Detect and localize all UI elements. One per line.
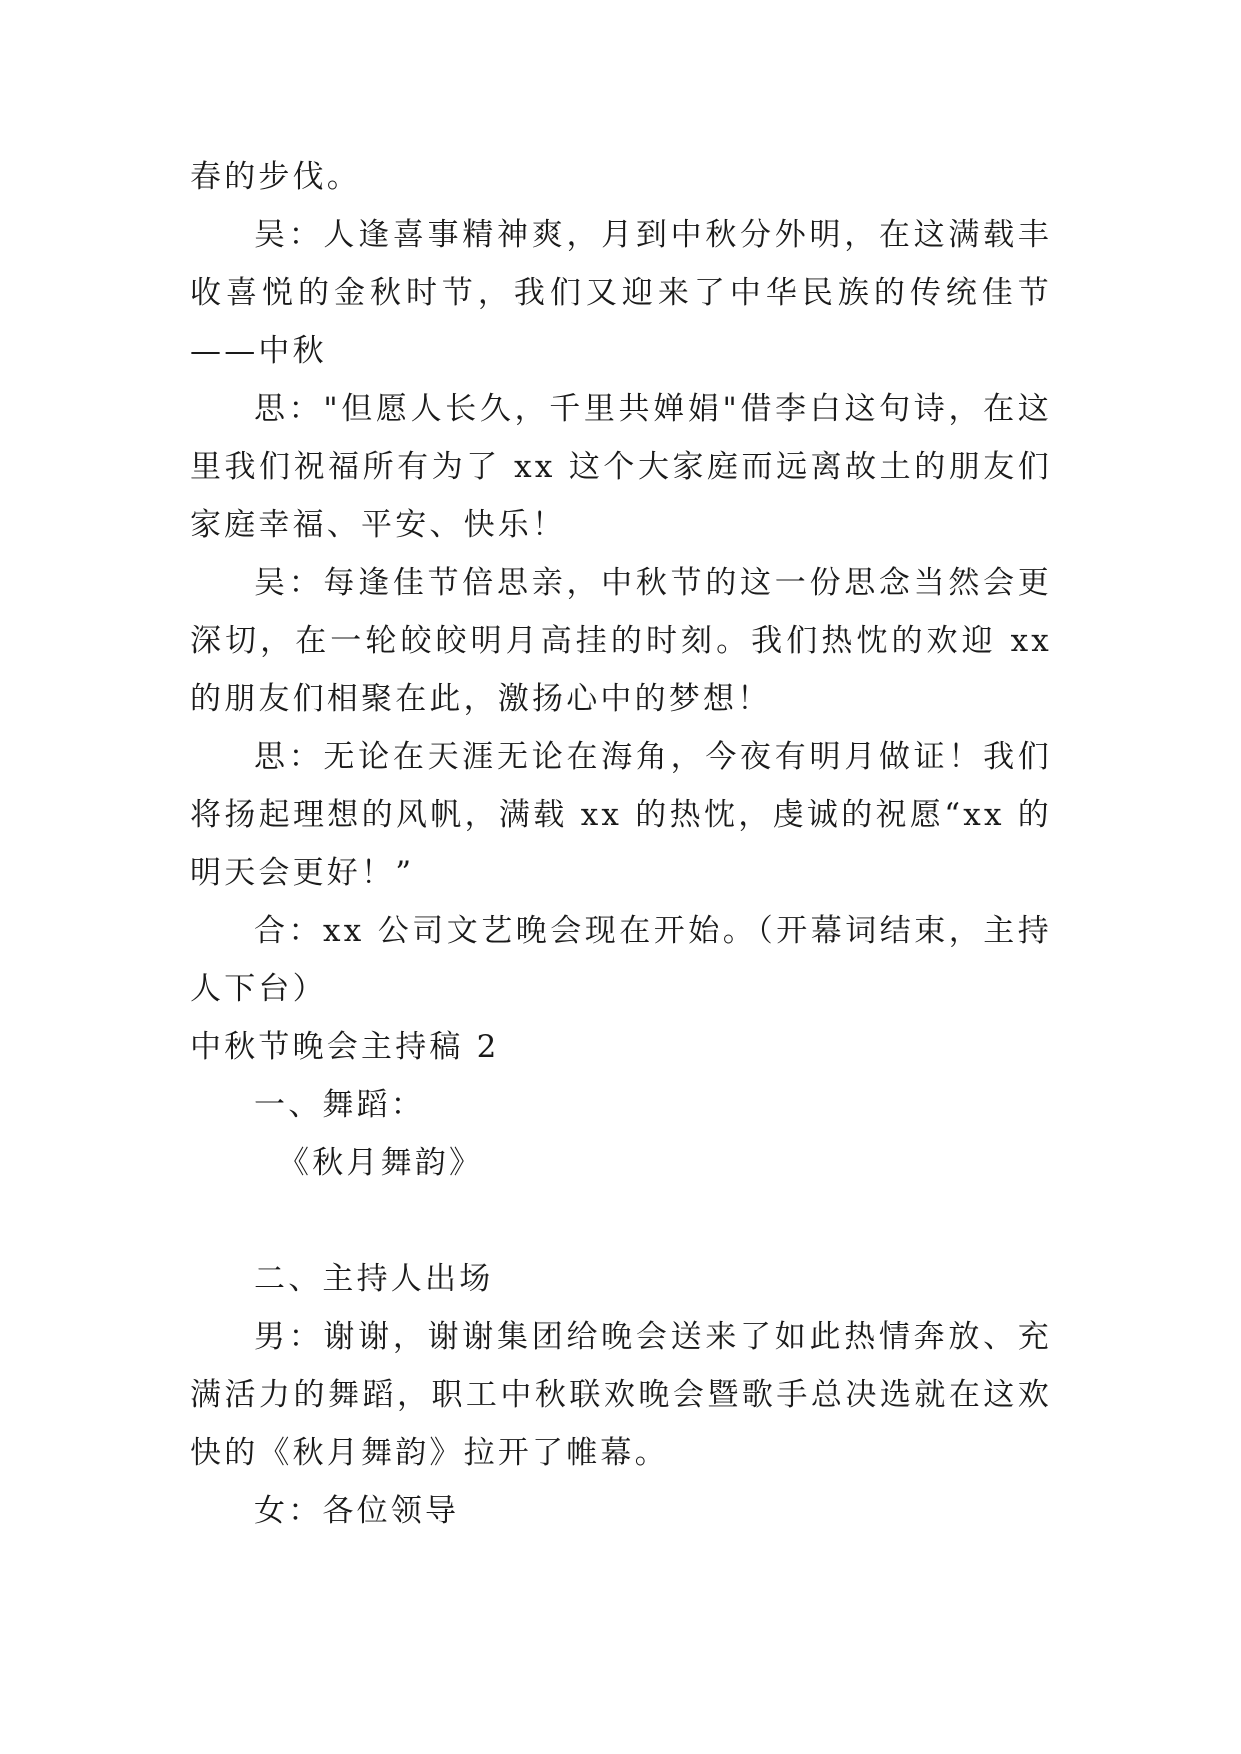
paragraph-male-host: 男：谢谢，谢谢集团给晚会送来了如此热情奔放、充满活力的舞蹈，职工中秋联欢晚会暨歌手总决选就在这欢快的《秋月舞韵》拉开了帷幕。 [190, 1319, 1052, 1471]
paragraph-si-1: 思："但愿人长久，千里共婵娟"借李白这句诗，在这里我们祝福所有为了 xx 这个大家庭而远离故土的朋友们家庭幸福、平安、快乐！ [190, 391, 1052, 543]
paragraph-wu-2: 吴：每逢佳节倍思亲，中秋节的这一份思念当然会更深切，在一轮皎皎明月高挂的时刻。我们热忱的欢迎 xx 的朋友们相聚在此，激扬心中的梦想！ [190, 565, 1052, 717]
paragraph-female-host: 女：各位领导 [254, 1493, 460, 1529]
document-body [190, 148, 1052, 1540]
paragraph-together: 合：xx 公司文艺晚会现在开始。（开幕词结束，主持人下台） [190, 913, 1052, 1007]
program-title: 《秋月舞韵》 [278, 1145, 484, 1181]
paragraph-wu-1: 吴：人逢喜事精神爽，月到中秋分外明，在这满载丰收喜悦的金秋时节，我们又迎来了中华民族的传统佳节——中秋 [190, 217, 1052, 369]
blank-line [190, 1192, 1052, 1250]
program-item-hosts: 二、主持人出场 [254, 1261, 494, 1297]
program-item-dance: 一、舞蹈： [254, 1087, 425, 1123]
section-heading: 中秋节晚会主持稿 2 [190, 1029, 500, 1065]
paragraph-si-2: 思：无论在天涯无论在海角，今夜有明月做证！我们将扬起理想的风帆，满载 xx 的热忱，虔诚的祝愿“xx 的明天会更好！” [190, 739, 1052, 891]
paragraph-continuation: 春的步伐。 [190, 159, 361, 195]
